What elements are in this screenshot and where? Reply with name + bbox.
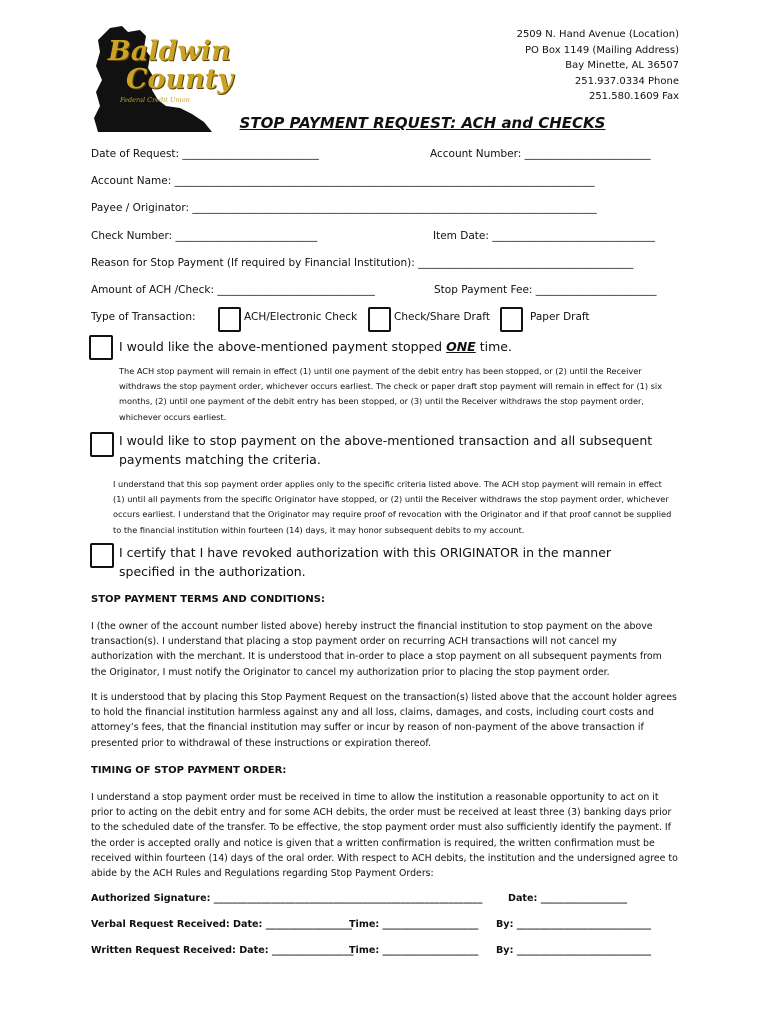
stop-once-checkbox[interactable] <box>89 335 113 360</box>
address-line: 251.580.1609 Fax <box>588 91 679 102</box>
paper-draft-checkbox[interactable] <box>500 307 523 332</box>
verbal-by-field[interactable]: By: ____________________________ <box>496 919 652 930</box>
terms-heading: STOP PAYMENT TERMS AND CONDITIONS: <box>91 594 325 605</box>
stop-all-description: I understand that this sop payment order applies only to the specific criteria listed above. The ACH stop payment will remain in effect (1) until all payments from the specific Originator have stopped, or (2) until the Receiver withdraws the stop payment order, whichever occurs earliest. I understand that the Originator may require proof of revocation with the Originator and if that proof cannot be supplied to the financial institution within fourteen (14) days, it may honor subsequent debits to my account. <box>113 479 672 535</box>
address-line: 251.937.0334 Phone <box>574 75 679 87</box>
check-share-draft-checkbox[interactable] <box>368 307 391 332</box>
logo-line1: Baldwin <box>108 36 231 67</box>
account-name-field[interactable]: Account Name: ________________________________________________________________________________ <box>91 175 595 187</box>
written-time-field[interactable]: Time: ____________________ <box>349 945 479 956</box>
check-share-draft-label: Check/Share Draft <box>394 311 490 323</box>
timing-heading: TIMING OF STOP PAYMENT ORDER: <box>91 765 287 776</box>
stop-once-description: The ACH stop payment will remain in effect (1) until one payment of the debit entry has been stopped, or (2) until the Receiver withdraws the stop payment order, whichever occurs earliest. The check or paper draft stop payment will remain in effect for (1) six months, (2) until one payment of the debit entry has been stopped, or (3) until the Receiver withdraws the stop payment order, whichever occurs earliest. <box>119 366 663 422</box>
revoked-authorization-text: I certify that I have revoked authorization with this ORIGINATOR in the manner specified in the authorization. <box>119 545 612 579</box>
verbal-time-field[interactable]: Time: ____________________ <box>349 919 479 930</box>
address-line: Bay Minette, AL 36507 <box>565 60 679 71</box>
stop-once-emph: ONE <box>446 339 476 354</box>
address-block <box>517 27 679 105</box>
terms-paragraph-2: It is understood that by placing this Stop Payment Request on the transaction(s) listed above that the account holder agrees to hold the financial institution harmless against any and all loss, claims, damages, and costs, including court costs and attorney’s fees, that the financial institution may suffer or incur by reason of non-payment of the above transaction if presented prior to withdrawal of these instructions or expiration thereof. <box>91 692 677 749</box>
logo-line2: County <box>126 64 233 95</box>
payee-originator-field[interactable]: Payee / Originator: _____________________________________________________________________________ <box>91 202 597 214</box>
page-title: STOP PAYMENT REQUEST: ACH and CHECKS <box>239 114 606 132</box>
ach-checkbox[interactable] <box>218 307 241 332</box>
reason-field[interactable]: Reason for Stop Payment (If required by Financial Institution): _________________________________________ <box>91 257 634 269</box>
authorized-signature-field[interactable]: Authorized Signature: ________________________________________________________ <box>91 893 483 904</box>
timing-paragraph: I understand a stop payment order must be received in time to allow the institution a reasonable opportunity to act on it prior to acting on the debit entry and for some ACH debits, the order must be received at least three (3) banking days prior to the scheduled date of the transfer. To be effective, the stop payment order must also sufficiently identify the payment. If the order is accepted orally and notice is given that a written confirmation is required, the written confirmation must be received within fourteen (14) days of the oral order. With respect to ACH debits, the institution and the undersigned agree to abide by the ACH Rules and Regulations regarding Stop Payment Orders: <box>91 792 678 880</box>
stop-payment-fee-field[interactable]: Stop Payment Fee: _______________________ <box>434 284 657 296</box>
stop-all-checkbox[interactable] <box>90 432 114 457</box>
address-line: 2509 N. Hand Avenue (Location) <box>516 29 679 40</box>
ach-label: ACH/Electronic Check <box>244 311 358 323</box>
stop-all-text: I would like to stop payment on the above-mentioned transaction and all subsequent payments matching the criteria. <box>119 433 653 467</box>
stop-once-pre: I would like the above-mentioned payment stopped <box>119 339 447 354</box>
item-date-field[interactable]: Item Date: _______________________________ <box>433 230 655 242</box>
date-of-request-field[interactable]: Date of Request: __________________________ <box>91 148 319 160</box>
revoked-authorization-checkbox[interactable] <box>90 543 114 568</box>
account-number-field[interactable]: Account Number: ________________________ <box>430 148 651 160</box>
logo-tagline: Federal Credit Union <box>120 96 190 104</box>
address-line: PO Box 1149 (Mailing Address) <box>524 44 679 56</box>
type-of-transaction-label: Type of Transaction: <box>91 311 196 323</box>
stop-once-text <box>119 338 512 357</box>
authorized-date-field[interactable]: Date: __________________ <box>508 893 628 904</box>
written-date-field[interactable]: Written Request Received: Date: _________________ <box>91 945 354 956</box>
verbal-date-field[interactable]: Verbal Request Received: Date: __________________ <box>91 919 353 930</box>
check-number-field[interactable]: Check Number: ___________________________ <box>91 230 318 242</box>
stop-once-post: time. <box>475 339 512 354</box>
terms-paragraph-1: I (the owner of the account number listed above) hereby instruct the financial institution to stop payment on the above transaction(s). I understand that placing a stop payment order on recurring ACH transactions will not cancel my authorization with the merchant. It is understood that in-order to place a stop payment on all subsequent payments from the Originator, I must notify the Originator to cancel my authorization prior to placing the stop payment order. <box>91 621 662 678</box>
amount-field[interactable]: Amount of ACH /Check: ______________________________ <box>91 284 375 296</box>
written-by-field[interactable]: By: ____________________________ <box>496 945 652 956</box>
paper-draft-label: Paper Draft <box>530 311 590 323</box>
